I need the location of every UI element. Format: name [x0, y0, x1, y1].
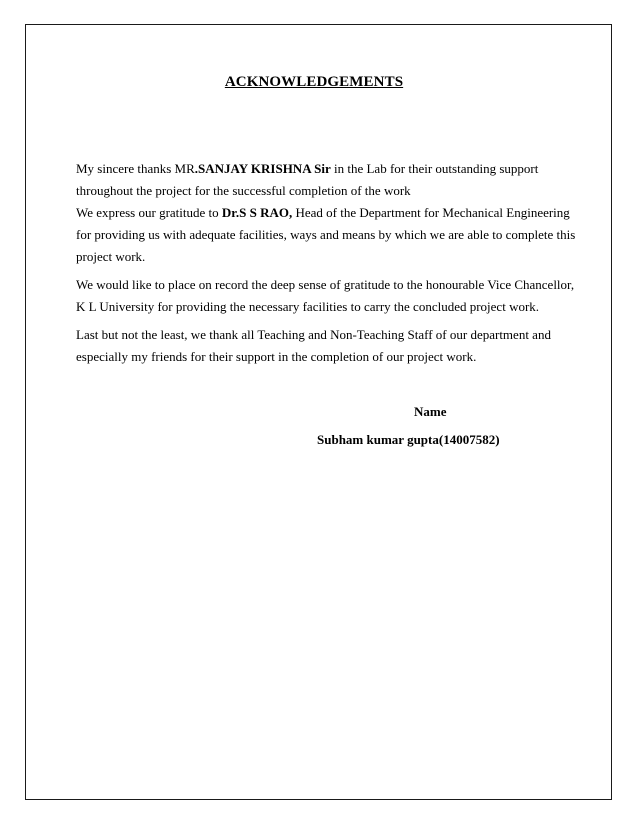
paragraph-line	[76, 202, 576, 224]
text-segment: in the Lab for their outstanding support	[330, 161, 539, 176]
acknowledgement-body	[76, 158, 576, 368]
paragraph-line: We would like to place on record the deep sense of gratitude to the honourable Vice Chancellor,	[76, 277, 575, 292]
paragraph-line: for providing us with adequate facilities, ways and means by which we are able to complete this	[76, 227, 576, 242]
signature-author: Subham kumar gupta(14007582)	[317, 432, 500, 447]
page-title: ACKNOWLEDGEMENTS	[224, 74, 404, 90]
paragraph-gratitude-hod	[76, 202, 576, 268]
paragraph-sincere-thanks	[76, 158, 576, 202]
paragraph-line	[76, 158, 576, 180]
signature-label: Name	[414, 404, 447, 419]
paragraph-line: project work.	[76, 249, 146, 264]
guide-name: .SANJAY KRISHNA Sir	[194, 161, 331, 176]
paragraph-vice-chancellor	[76, 274, 576, 318]
hod-name: Dr.S S RAO,	[221, 205, 293, 220]
text-segment: Head of the Department for Mechanical Engineering	[292, 205, 570, 220]
paragraph-staff-friends	[76, 324, 576, 368]
page-border	[25, 24, 612, 800]
paragraph-line: Last but not the least, we thank all Teaching and Non-Teaching Staff of our department and	[76, 327, 551, 342]
text-segment: My sincere thanks MR	[76, 161, 195, 176]
text-segment: We express our gratitude to	[76, 205, 222, 220]
paragraph-line: throughout the project for the successful completion of the work	[76, 183, 411, 198]
paragraph-line: especially my friends for their support in the completion of our project work.	[76, 349, 477, 364]
paragraph-line: K L University for providing the necessary facilities to carry the concluded project work.	[76, 299, 540, 314]
